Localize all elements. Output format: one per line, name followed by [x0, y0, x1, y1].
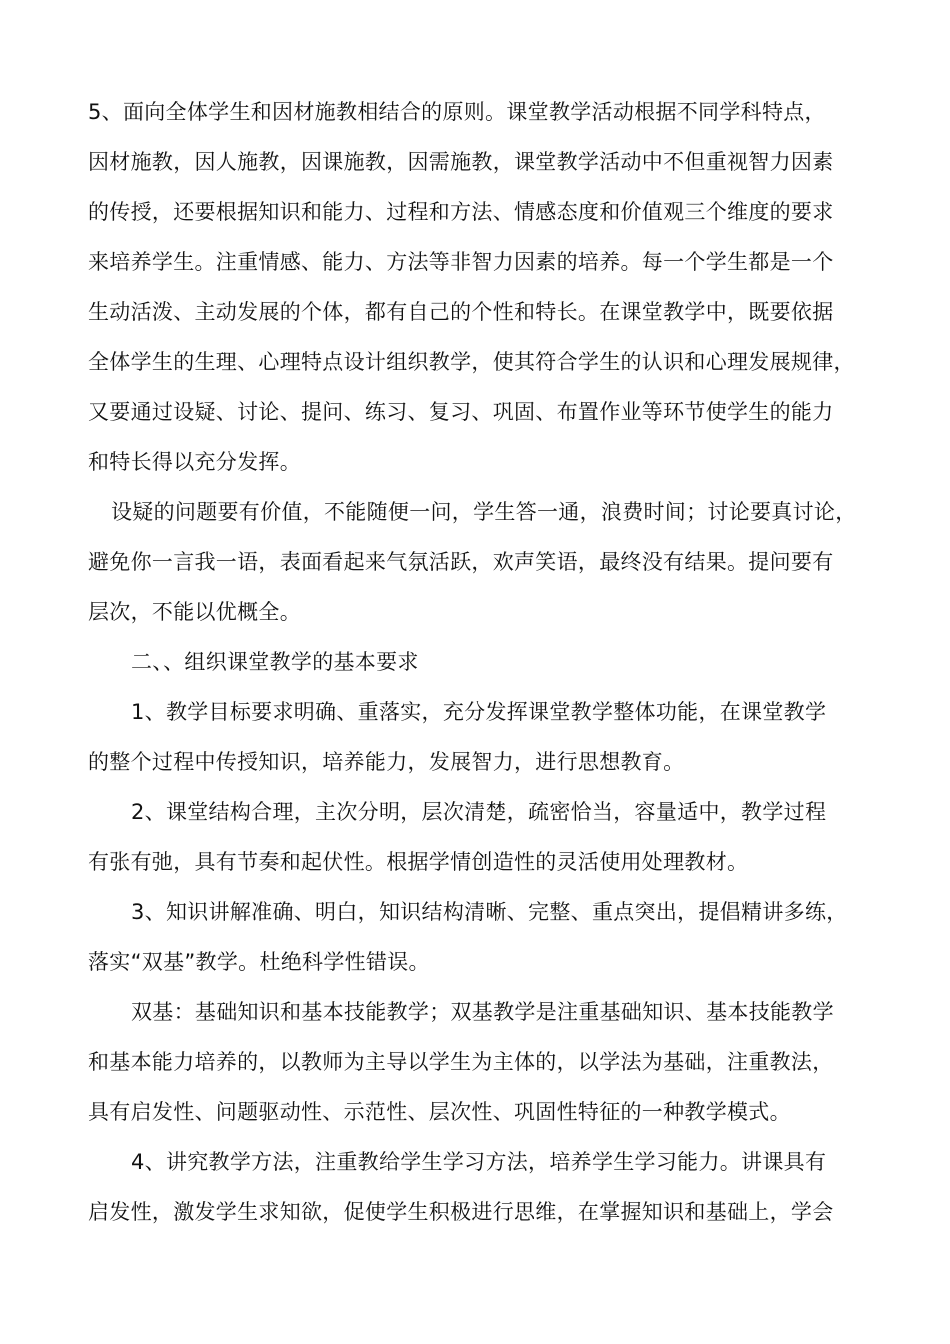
questioning-paragraph-line-2: 避免你一言我一语，表面看起来气氛活跃，欢声笑语，最终没有结果。提问要有 — [88, 550, 834, 574]
requirement-4-line-2: 启发性，激发学生求知欲，促使学生积极进行思维，在掌握知识和基础上，学会 — [88, 1200, 834, 1224]
requirement-2-line-2: 有张有弛，具有节奏和起伏性。根据学情创造性的灵活使用处理教材。 — [88, 850, 749, 874]
requirement-3-line-2: 落实“双基”教学。杜绝科学性错误。 — [88, 950, 430, 974]
shuangji-definition-line-1: 双基：基础知识和基本技能教学；双基教学是注重基础知识、基本技能教学 — [131, 1000, 834, 1024]
paragraph-5-line-7: 又要通过设疑、讨论、提问、练习、复习、巩固、布置作业等环节使学生的能力 — [88, 400, 834, 424]
questioning-paragraph-line-1: 设疑的问题要有价值，不能随便一问，学生答一通，浪费时间；讨论要真讨论， — [111, 500, 857, 524]
requirement-3-line-1: 3、知识讲解准确、明白，知识结构清晰、完整、重点突出，提倡精讲多练， — [131, 900, 848, 924]
paragraph-5-line-4: 来培养学生。注重情感、能力、方法等非智力因素的培养。每一个学生都是一个 — [88, 250, 834, 274]
requirement-1-line-1: 1、教学目标要求明确、重落实，充分发挥课堂教学整体功能，在课堂教学 — [131, 700, 827, 724]
requirement-4-line-1: 4、讲究教学方法，注重教给学生学习方法，培养学生学习能力。讲课具有 — [131, 1150, 827, 1174]
requirement-2-line-1: 2、课堂结构合理，主次分明，层次清楚，疏密恰当，容量适中，教学过程 — [131, 800, 827, 824]
paragraph-5-line-5: 生动活泼、主动发展的个体，都有自己的个性和特长。在课堂教学中，既要依据 — [88, 300, 834, 324]
paragraph-5-line-3: 的传授，还要根据知识和能力、过程和方法、情感态度和价值观三个维度的要求 — [88, 200, 834, 224]
shuangji-definition-line-2: 和基本能力培养的，以教师为主导以学生为主体的，以学法为基础，注重教法， — [88, 1050, 834, 1074]
paragraph-5-line-2: 因材施教，因人施教，因课施教，因需施教，课堂教学活动中不但重视智力因素 — [88, 150, 834, 174]
section-heading: 二、、组织课堂教学的基本要求 — [131, 650, 419, 674]
paragraph-5-line-6: 全体学生的生理、心理特点设计组织教学，使其符合学生的认识和心理发展规律， — [88, 350, 855, 374]
requirement-1-line-2: 的整个过程中传授知识，培养能力，发展智力，进行思想教育。 — [88, 750, 685, 774]
questioning-paragraph-line-3: 层次，不能以优概全。 — [88, 600, 301, 624]
shuangji-definition-line-3: 具有启发性、问题驱动性、示范性、层次性、巩固性特征的一种教学模式。 — [88, 1100, 791, 1124]
paragraph-5-line-1: 5、面向全体学生和因材施教相结合的原则。课堂教学活动根据不同学科特点， — [88, 100, 826, 124]
paragraph-5-line-8: 和特长得以充分发挥。 — [88, 450, 301, 474]
